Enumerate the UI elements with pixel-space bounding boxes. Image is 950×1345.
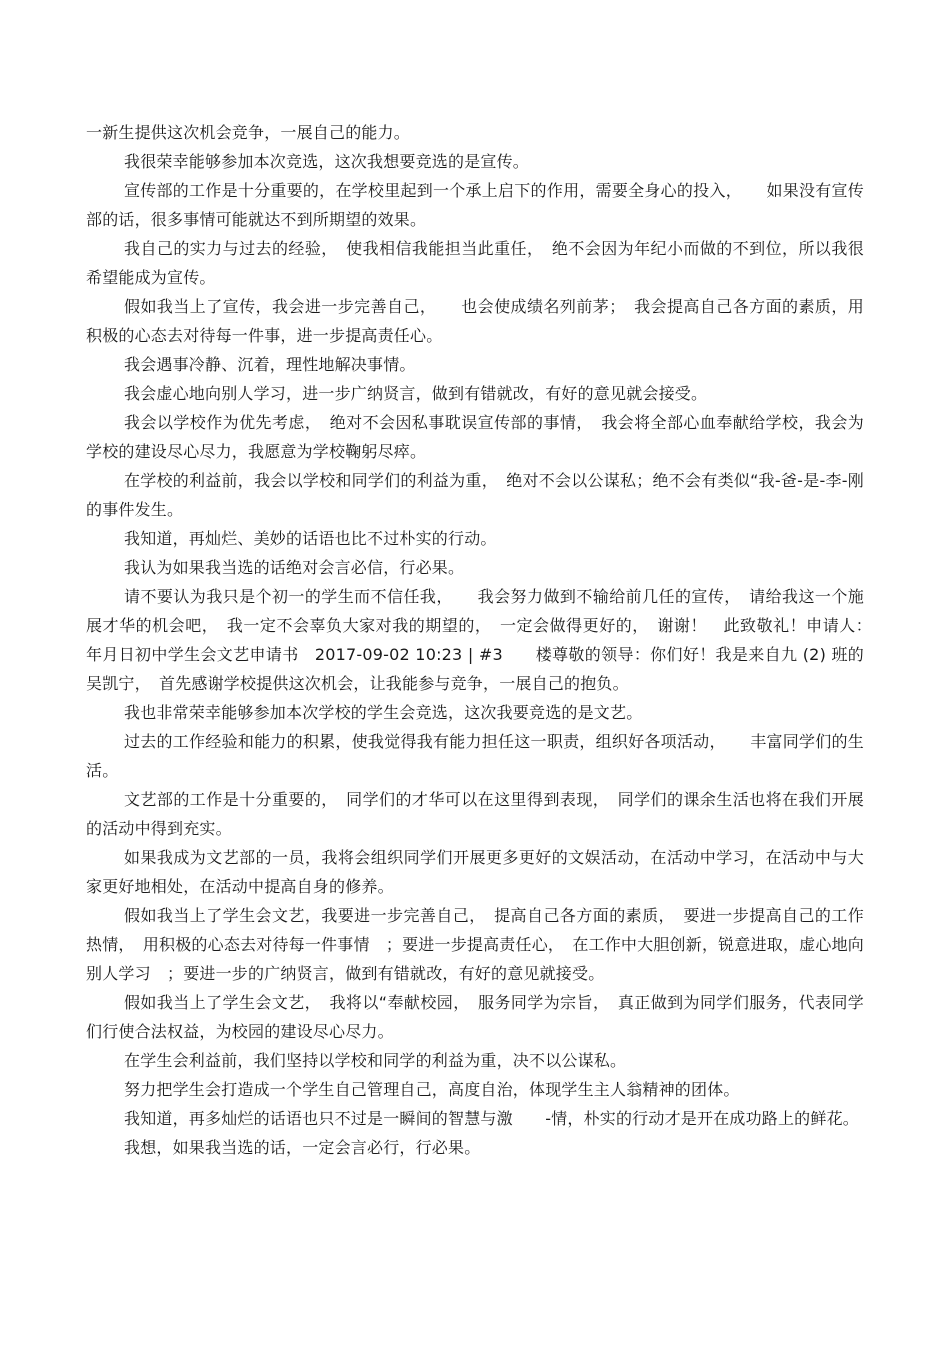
paragraph-22: 我想，如果我当选的话，一定会言必行，行必果。 [124, 1138, 481, 1157]
paragraph-14: 过去的工作经验和能力的积累，使我觉得我有能力担任这一职责，组织好各项活动， 丰富同学们的生活。 [86, 732, 864, 780]
paragraph-20: 努力把学生会打造成一个学生自己管理自己，高度自治，体现学生主人翁精神的团体。 [124, 1080, 740, 1099]
paragraph-8: 我会以学校作为优先考虑， 绝对不会因私事耽误宣传部的事情， 我会将全部心血奉献给学校，我会为学校的建设尽心尽力，我愿意为学校鞠躬尽瘁。 [86, 413, 864, 461]
paragraph-2: 我很荣幸能够参加本次竞选，这次我想要竞选的是宣传。 [124, 152, 530, 171]
paragraph-3: 宣传部的工作是十分重要的，在学校里起到一个承上启下的作用，需要全身心的投入， 如果没有宣传部的话，很多事情可能就达不到所期望的效果。 [86, 181, 864, 229]
paragraph-15: 文艺部的工作是十分重要的， 同学们的才华可以在这里得到表现， 同学们的课余生活也将在我们开展的活动中得到充实。 [86, 790, 864, 838]
paragraph-13: 我也非常荣幸能够参加本次学校的学生会竞选，这次我要竞选的是文艺。 [124, 703, 643, 722]
document-body [86, 118, 881, 1162]
paragraph-4: 我自己的实力与过去的经验， 使我相信我能担当此重任， 绝不会因为年纪小而做的不到位，所以我很希望能成为宣传。 [86, 239, 864, 287]
paragraph-16: 如果我成为文艺部的一员，我将会组织同学们开展更多更好的文娱活动，在活动中学习，在活动中与大家更好地相处，在活动中提高自身的修养。 [86, 848, 864, 896]
paragraph-17: 假如我当上了学生会文艺，我要进一步完善自己， 提高自己各方面的素质， 要进一步提高自己的工作热情， 用积极的心态去对待每一件事情 ；要进一步提高责任心， 在工作中大胆创新，锐意进取，虚心地向别人学习 ；要进一步的广纳贤言，做到有错就改，有好的意见就接受。 [86, 906, 864, 983]
paragraph-1: 一新生提供这次机会竞争，一展自己的能力。 [86, 123, 411, 142]
paragraph-10: 我知道，再灿烂、美妙的话语也比不过朴实的行动。 [124, 529, 497, 548]
paragraph-21: 我知道，再多灿烂的话语也只不过是一瞬间的智慧与激 -情，朴实的行动才是开在成功路上的鲜花。 [124, 1109, 859, 1128]
paragraph-6: 我会遇事冷静、沉着，理性地解决事情。 [124, 355, 416, 374]
paragraph-7: 我会虚心地向别人学习，进一步广纳贤言，做到有错就改，有好的意见就会接受。 [124, 384, 708, 403]
paragraph-19: 在学生会利益前，我们坚持以学校和同学的利益为重，决不以公谋私。 [124, 1051, 627, 1070]
paragraph-5: 假如我当上了宣传，我会进一步完善自己， 也会使成绩名列前茅； 我会提高自己各方面的素质，用积极的心态去对待每一件事，进一步提高责任心。 [86, 297, 864, 345]
paragraph-18: 假如我当上了学生会文艺， 我将以“奉献校园， 服务同学为宗旨， 真正做到为同学们服务，代表同学们行使合法权益，为校园的建设尽心尽力。 [86, 993, 864, 1041]
paragraph-9: 在学校的利益前，我会以学校和同学们的利益为重， 绝对不会以公谋私；绝不会有类似“我-爸-是-李-刚的事件发生。 [86, 471, 864, 519]
paragraph-11: 我认为如果我当选的话绝对会言必信，行必果。 [124, 558, 465, 577]
paragraph-12: 请不要认为我只是个初一的学生而不信任我， 我会努力做到不输给前几任的宣传， 请给我这一个施展才华的机会吧， 我一定不会辜负大家对我的期望的， 一定会做得更好的， 谢谢！ 此致敬礼！申请人： 年月日初中学生会文艺申请书 2017-09-02 10:23 | #3 楼尊敬的领导：你们好！我是来自九 (2) 班的吴凯宁， 首先感谢学校提供这次机会，让我能参与竞争，一展自己的抱负。 [86, 587, 881, 693]
